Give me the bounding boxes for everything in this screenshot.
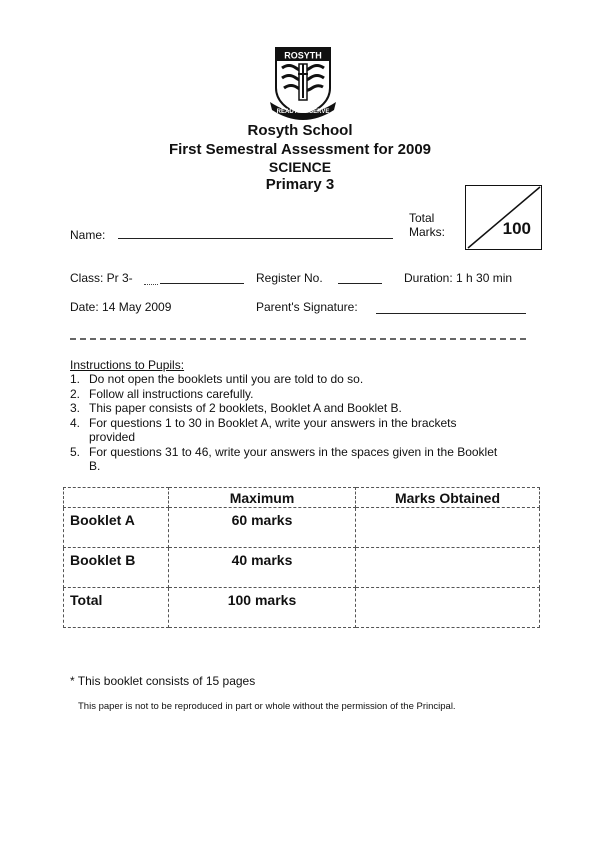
table-row	[64, 508, 540, 548]
row-label: Booklet A	[64, 508, 169, 548]
row-label: Total	[64, 588, 169, 628]
register-field[interactable]	[338, 283, 382, 284]
class-dots	[144, 284, 158, 285]
signature-label: Parent's Signature:	[256, 300, 358, 314]
date-label: Date: 14 May 2009	[70, 300, 172, 314]
school-crest	[268, 44, 338, 120]
table-row	[64, 548, 540, 588]
register-label: Register No.	[256, 271, 323, 285]
instruction-item: 5. For questions 31 to 46, write your answers in the spaces given in the Booklet B.	[70, 444, 498, 473]
class-label: Class: Pr 3-	[70, 271, 133, 285]
instruction-item: 3. This paper consists of 2 booklets, Booklet A and Booklet B.	[70, 401, 402, 415]
instruction-item: 1. Do not open the booklets until you are told to do so.	[70, 372, 364, 386]
instruction-item: 4. For questions 1 to 30 in Booklet A, write your answers in the brackets provided	[70, 415, 457, 444]
name-field[interactable]	[118, 238, 393, 239]
crest-banner-text: ROSYTH	[284, 50, 322, 61]
name-label: Name:	[70, 228, 106, 242]
row-obtained[interactable]	[356, 508, 540, 548]
copyright-note: This paper is not to be reproduced in part or whole without the permission of the Principal.	[78, 701, 456, 712]
instructions-heading: Instructions to Pupils:	[70, 358, 185, 372]
pages-note: * This booklet consists of 15 pages	[70, 674, 256, 688]
table-header-cell	[64, 488, 169, 508]
table-header-row	[64, 488, 540, 508]
crest-motto-text: READY TO SERVE	[276, 109, 330, 115]
school-name: Rosyth School	[247, 122, 353, 139]
table-header-maximum: Maximum	[169, 488, 356, 508]
duration-label: Duration: 1 h 30 min	[404, 271, 513, 285]
section-divider	[70, 338, 526, 340]
row-obtained[interactable]	[356, 548, 540, 588]
assessment-title: First Semestral Assessment for 2009	[168, 141, 432, 158]
instructions-list	[70, 372, 530, 474]
score-table	[63, 487, 540, 628]
class-field[interactable]	[160, 283, 244, 284]
table-row	[64, 588, 540, 628]
total-marks-label: Total Marks:	[409, 211, 445, 239]
table-header-marks-obtained: Marks Obtained	[356, 488, 540, 508]
instruction-item: 2. Follow all instructions carefully.	[70, 386, 254, 401]
row-maximum: 40 marks	[169, 548, 356, 588]
row-obtained[interactable]	[356, 588, 540, 628]
level-title: Primary 3	[265, 176, 335, 193]
row-maximum: 100 marks	[169, 588, 356, 628]
subject-title: SCIENCE	[268, 159, 332, 175]
signature-field[interactable]	[376, 313, 526, 314]
total-marks-value: 100	[502, 219, 531, 238]
total-marks-box	[465, 185, 542, 250]
row-maximum: 60 marks	[169, 508, 356, 548]
row-label: Booklet B	[64, 548, 169, 588]
